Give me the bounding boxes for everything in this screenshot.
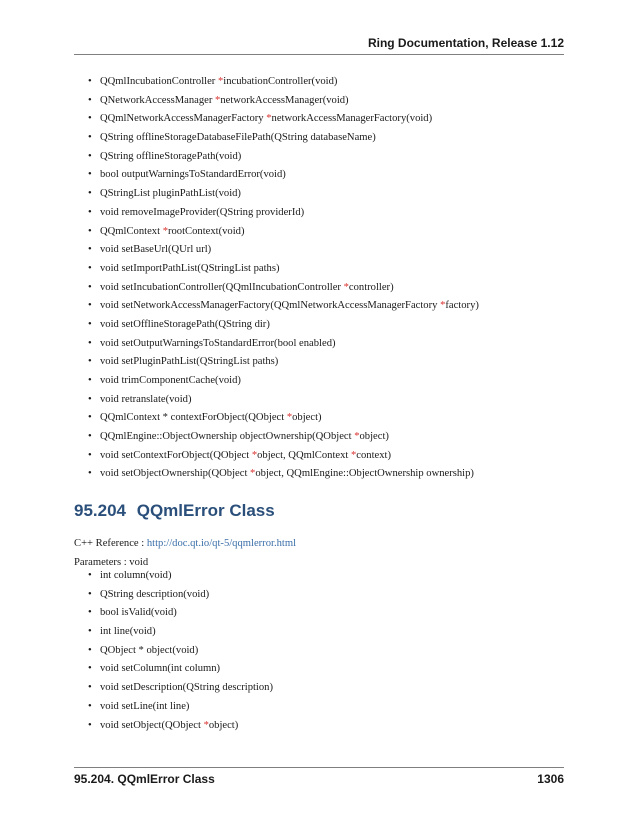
method-signature-text: QString offlineStorageDatabaseFilePath(QString databaseName) xyxy=(100,132,376,144)
bullet-icon: • xyxy=(88,700,92,712)
method-list-item xyxy=(74,372,564,391)
method-signature-text: factory) xyxy=(445,300,479,312)
method-list-item xyxy=(74,447,564,466)
method-signature-text: QQmlIncubationController xyxy=(100,76,218,87)
method-signature-text: object) xyxy=(359,431,389,443)
pointer-star: * xyxy=(440,300,446,312)
method-signature-text: void setDescription(QString description) xyxy=(100,682,274,694)
footer-section-label: 95.204. QQmlError Class xyxy=(74,772,215,786)
method-signature-text: void setNetworkAccessManagerFactory(QQmlNetworkAccessManagerFactory xyxy=(100,300,441,312)
method-signature-text: void setImportPathList(QStringList paths) xyxy=(100,262,280,274)
parameters-line: Parameters : void xyxy=(74,557,149,568)
method-list-item xyxy=(74,110,564,129)
method-signature-text: object) xyxy=(208,719,239,731)
method-signature-text: int column(void) xyxy=(100,570,172,581)
method-signature-text: void setObjectOwnership(QObject xyxy=(100,468,251,480)
method-list-item xyxy=(74,586,564,605)
method-list-item xyxy=(74,642,564,661)
bullet-icon: • xyxy=(88,356,92,368)
pointer-star: * xyxy=(354,431,360,443)
bullet-icon: • xyxy=(88,262,92,274)
method-signature-text: QQmlContext * contextForObject(QObject xyxy=(100,412,287,424)
bullet-icon: • xyxy=(88,663,92,675)
method-list-item xyxy=(74,604,564,623)
pointer-star: * xyxy=(217,76,224,87)
method-list-item xyxy=(74,279,564,298)
method-signature-text: bool isValid(void) xyxy=(100,607,177,619)
method-signature-text: controller) xyxy=(348,281,394,293)
method-signature-text: int line(void) xyxy=(100,626,156,638)
method-signature-text: context) xyxy=(356,449,391,461)
method-list-item xyxy=(74,567,564,586)
method-signature-text: object, QQmlEngine::ObjectOwnership ownership) xyxy=(255,468,474,480)
method-signature-text: QString description(void) xyxy=(100,588,210,600)
method-list-item xyxy=(74,679,564,698)
method-signature-text: object, QQmlContext xyxy=(257,449,351,461)
bullet-icon: • xyxy=(88,607,92,619)
method-signature-text: void setOfflineStoragePath(QString dir) xyxy=(100,318,270,330)
bullet-icon: • xyxy=(88,281,92,293)
bullet-icon: • xyxy=(88,570,92,581)
method-signature-text: void removeImageProvider(QString providerId) xyxy=(100,206,305,218)
method-list-item xyxy=(74,129,564,148)
method-signature-text: QStringList pluginPathList(void) xyxy=(100,188,241,200)
bullet-icon: • xyxy=(88,76,92,87)
bullet-icon: • xyxy=(88,169,92,181)
method-list-item xyxy=(74,92,564,111)
bullet-icon: • xyxy=(88,468,92,480)
bullet-icon: • xyxy=(88,431,92,443)
method-list-item xyxy=(74,409,564,428)
method-signature-text: void trimComponentCache(void) xyxy=(100,375,241,386)
bullet-icon: • xyxy=(88,206,92,218)
method-list-item xyxy=(74,204,564,223)
method-list-item xyxy=(74,428,564,447)
method-signature-text: QQmlNetworkAccessManagerFactory xyxy=(100,113,267,125)
pointer-star: * xyxy=(215,94,221,106)
footer-divider xyxy=(74,767,564,768)
method-signature-text: void setColumn(int column) xyxy=(100,663,221,675)
bullet-icon: • xyxy=(88,449,92,461)
method-list-item xyxy=(74,391,564,410)
method-signature-text: QObject * object(void) xyxy=(100,644,199,656)
bullet-icon: • xyxy=(88,132,92,144)
pointer-star: * xyxy=(251,449,258,461)
section-heading xyxy=(74,501,275,521)
method-signature-text: void setPluginPathList(QStringList paths) xyxy=(100,356,279,368)
bullet-icon: • xyxy=(88,375,92,386)
bullet-icon: • xyxy=(88,393,92,405)
bullet-icon: • xyxy=(88,188,92,200)
method-signature-text: QString offlineStoragePath(void) xyxy=(100,150,242,162)
method-list-item xyxy=(74,316,564,335)
method-list-item xyxy=(74,260,564,279)
method-list-previous-class xyxy=(74,73,564,484)
pointer-star: * xyxy=(162,225,168,237)
method-list-item xyxy=(74,148,564,167)
pointer-star: * xyxy=(343,281,349,293)
bullet-icon: • xyxy=(88,719,92,731)
footer-page-number: 1306 xyxy=(537,772,564,786)
method-signature-text: networkAccessManagerFactory(void) xyxy=(271,113,433,125)
method-list-item xyxy=(74,698,564,717)
bullet-icon: • xyxy=(88,225,92,237)
method-list-item xyxy=(74,223,564,242)
method-signature-text: void setObject(QObject xyxy=(100,719,204,731)
method-list-item xyxy=(74,185,564,204)
section-title: QQmlError Class xyxy=(136,501,275,520)
method-signature-text: object) xyxy=(292,412,322,424)
header-divider xyxy=(74,54,564,55)
method-signature-text: incubationController(void) xyxy=(223,76,338,87)
method-list-item xyxy=(74,465,564,484)
bullet-icon: • xyxy=(88,94,92,106)
cpp-reference-line xyxy=(74,538,296,549)
method-list-item xyxy=(74,297,564,316)
pointer-star: * xyxy=(286,412,293,424)
section-number: 95.204 xyxy=(74,501,126,520)
method-list-item xyxy=(74,623,564,642)
method-signature-text: bool outputWarningsToStandardError(void) xyxy=(100,169,286,181)
method-signature-text: void setLine(int line) xyxy=(100,700,190,712)
method-signature-text: rootContext(void) xyxy=(167,225,245,237)
method-list-qqmlerror xyxy=(74,567,564,735)
method-signature-text: QQmlEngine::ObjectOwnership objectOwnership(QObject xyxy=(100,431,355,443)
method-list-item xyxy=(74,241,564,260)
method-list-item xyxy=(74,353,564,372)
method-list-item xyxy=(74,717,564,736)
pointer-star: * xyxy=(250,468,256,480)
method-list-item xyxy=(74,166,564,185)
method-list-item xyxy=(74,335,564,354)
bullet-icon: • xyxy=(88,318,92,330)
bullet-icon: • xyxy=(88,150,92,162)
method-signature-text: networkAccessManager(void) xyxy=(220,94,349,106)
method-signature-text: void setContextForObject(QObject xyxy=(100,449,252,461)
bullet-icon: • xyxy=(88,113,92,125)
bullet-icon: • xyxy=(88,644,92,656)
bullet-icon: • xyxy=(88,682,92,694)
pointer-star: * xyxy=(350,449,357,461)
bullet-icon: • xyxy=(88,412,92,424)
method-signature-text: void setOutputWarningsToStandardError(bool enabled) xyxy=(100,337,336,349)
bullet-icon: • xyxy=(88,337,92,349)
bullet-icon: • xyxy=(88,626,92,638)
bullet-icon: • xyxy=(88,244,92,256)
method-list-item xyxy=(74,73,564,92)
bullet-icon: • xyxy=(88,300,92,312)
method-signature-text: QNetworkAccessManager xyxy=(100,94,216,106)
bullet-icon: • xyxy=(88,588,92,600)
pointer-star: * xyxy=(203,719,209,731)
cpp-reference-link[interactable]: http://doc.qt.io/qt-5/qqmlerror.html xyxy=(146,538,297,549)
running-header-title: Ring Documentation, Release 1.12 xyxy=(367,36,564,50)
method-signature-text: QQmlContext xyxy=(100,225,163,237)
pointer-star: * xyxy=(266,113,272,125)
method-signature-text: void setIncubationController(QQmlIncubationController xyxy=(100,281,344,293)
method-list-item xyxy=(74,660,564,679)
method-signature-text: void setBaseUrl(QUrl url) xyxy=(100,244,212,256)
method-signature-text: void retranslate(void) xyxy=(100,393,192,405)
cpp-reference-label: C++ Reference : xyxy=(74,538,147,549)
